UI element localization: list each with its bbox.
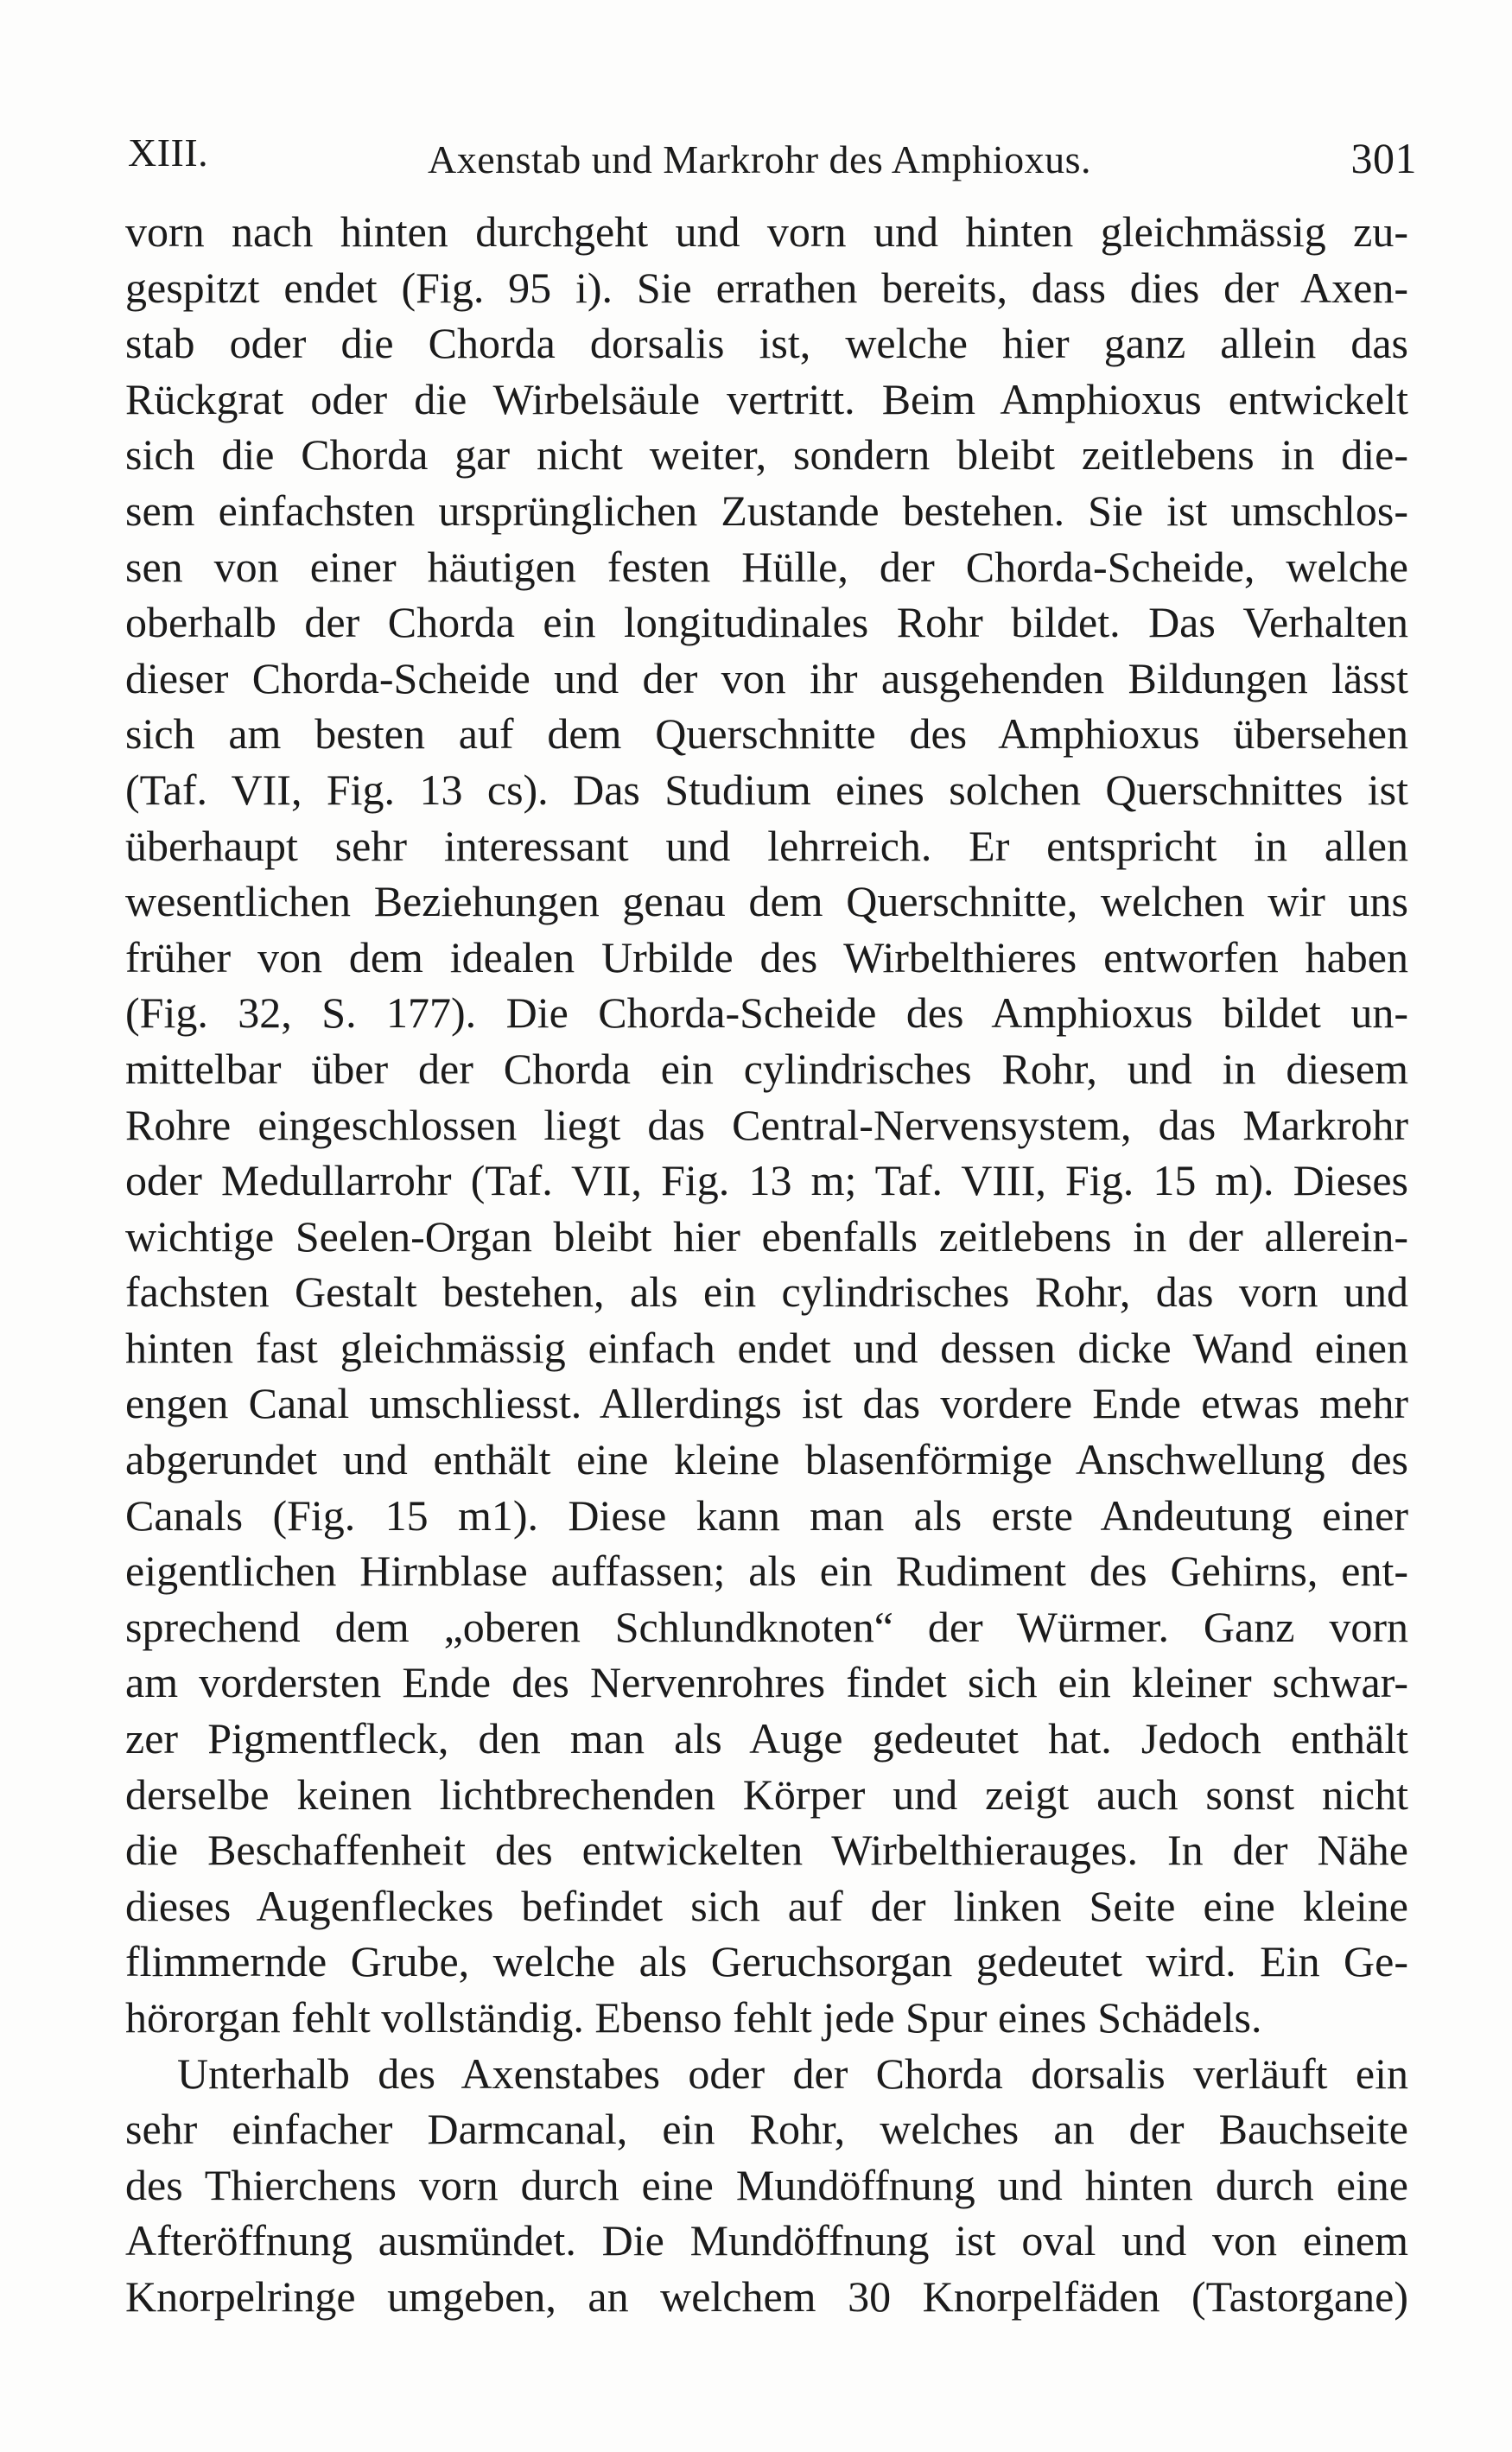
- text-line: des Thierchens vorn durch eine Mundöffnung und hinten durch eine: [125, 2160, 1408, 2209]
- body-text: [125, 204, 1408, 2325]
- text-line: Rückgrat oder die Wirbelsäule vertritt. Beim Amphioxus entwickelt: [125, 374, 1408, 423]
- text-line: hinten fast gleichmässig einfach endet und dessen dicke Wand einen: [125, 1323, 1408, 1372]
- text-line: (Fig. 32, S. 177). Die Chorda-Scheide des Amphioxus bildet un-: [125, 988, 1408, 1038]
- text-line: gespitzt endet (Fig. 95 i). Sie errathen bereits, dass dies der Axen-: [125, 263, 1408, 312]
- text-line: eigentlichen Hirnblase auffassen; als ein Rudiment des Gehirns, ent-: [125, 1547, 1408, 1596]
- text-line: oder Medullarrohr (Taf. VII, Fig. 13 m; Taf. VIII, Fig. 15 m). Dieses: [125, 1156, 1408, 1205]
- text-line: früher von dem idealen Urbilde des Wirbelthieres entworfen haben: [125, 932, 1408, 981]
- text-line: überhaupt sehr interessant und lehrreich. Er entspricht in allen: [125, 821, 1408, 870]
- text-line: Canals (Fig. 15 m1). Diese kann man als erste Andeutung einer: [125, 1490, 1408, 1540]
- text-line: wichtige Seelen-Organ bleibt hier ebenfalls zeitlebens in der allerein-: [125, 1211, 1408, 1261]
- text-line: sprechend dem „oberen Schlundknoten“ der Würmer. Ganz vorn: [125, 1602, 1408, 1651]
- text-line: Knorpelringe umgeben, an welchem 30 Knorpelfäden (Tastorgane): [125, 2271, 1408, 2321]
- paragraph-1: [125, 204, 1408, 2046]
- text-line: engen Canal umschliesst. Allerdings ist das vordere Ende etwas mehr: [125, 1379, 1408, 1428]
- text-line: hörorgan fehlt vollständig. Ebenso fehlt jede Spur eines Schädels.: [125, 1993, 1262, 2042]
- text-line: Unterhalb des Axenstabes oder der Chorda dorsalis verläuft ein: [177, 2049, 1408, 2098]
- text-line: fachsten Gestalt bestehen, als ein cylindrisches Rohr, das vorn und: [125, 1267, 1408, 1317]
- text-line: sen von einer häutigen festen Hülle, der Chorda-Scheide, welche: [125, 542, 1408, 591]
- chapter-number: XIII.: [128, 130, 209, 175]
- running-title: Axenstab und Markrohr des Amphioxus.: [428, 137, 1091, 181]
- text-line: sich die Chorda gar nicht weiter, sondern bleibt zeitlebens in die-: [125, 430, 1408, 480]
- text-line: oberhalb der Chorda ein longitudinales Rohr bildet. Das Verhalten: [125, 598, 1408, 647]
- text-line: zer Pigmentfleck, den man als Auge gedeutet hat. Jedoch enthält: [125, 1714, 1408, 1763]
- text-line: die Beschaffenheit des entwickelten Wirbelthierauges. In der Nähe: [125, 1826, 1408, 1875]
- text-line: (Taf. VII, Fig. 13 cs). Das Studium eines solchen Querschnittes ist: [125, 765, 1408, 814]
- text-line: wesentlichen Beziehungen genau dem Querschnitte, welchen wir uns: [125, 877, 1408, 926]
- text-line: am vordersten Ende des Nervenrohres findet sich ein kleiner schwar-: [125, 1658, 1408, 1707]
- text-line: derselbe keinen lichtbrechenden Körper und zeigt auch sonst nicht: [125, 1769, 1408, 1819]
- text-line: sem einfachsten ursprünglichen Zustande bestehen. Sie ist umschlos-: [125, 486, 1408, 535]
- page-number: 301: [1350, 134, 1417, 182]
- text-line: abgerundet und enthält eine kleine blasenförmige Anschwellung des: [125, 1435, 1408, 1484]
- text-line: Rohre eingeschlossen liegt das Central-Nervensystem, das Markrohr: [125, 1100, 1408, 1149]
- page-header: [121, 130, 1417, 190]
- text-line: mittelbar über der Chorda ein cylindrisches Rohr, und in diesem: [125, 1044, 1408, 1093]
- text-line: dieses Augenfleckes befindet sich auf der linken Seite eine kleine: [125, 1881, 1408, 1930]
- text-line: sehr einfacher Darmcanal, ein Rohr, welches an der Bauchseite: [125, 2105, 1408, 2154]
- text-line: vorn nach hinten durchgeht und vorn und hinten gleichmässig zu-: [125, 207, 1408, 256]
- text-line: flimmernde Grube, welche als Geruchsorgan gedeutet wird. Ein Ge-: [125, 1937, 1408, 1986]
- text-line: Afteröffnung ausmündet. Die Mundöffnung ist oval und von einem: [125, 2216, 1408, 2265]
- text-line: sich am besten auf dem Querschnitte des Amphioxus übersehen: [125, 709, 1408, 759]
- paragraph-2: [125, 2046, 1408, 2325]
- text-line: stab oder die Chorda dorsalis ist, welche hier ganz allein das: [125, 319, 1408, 368]
- text-line: dieser Chorda-Scheide und der von ihr ausgehenden Bildungen lässt: [125, 653, 1408, 702]
